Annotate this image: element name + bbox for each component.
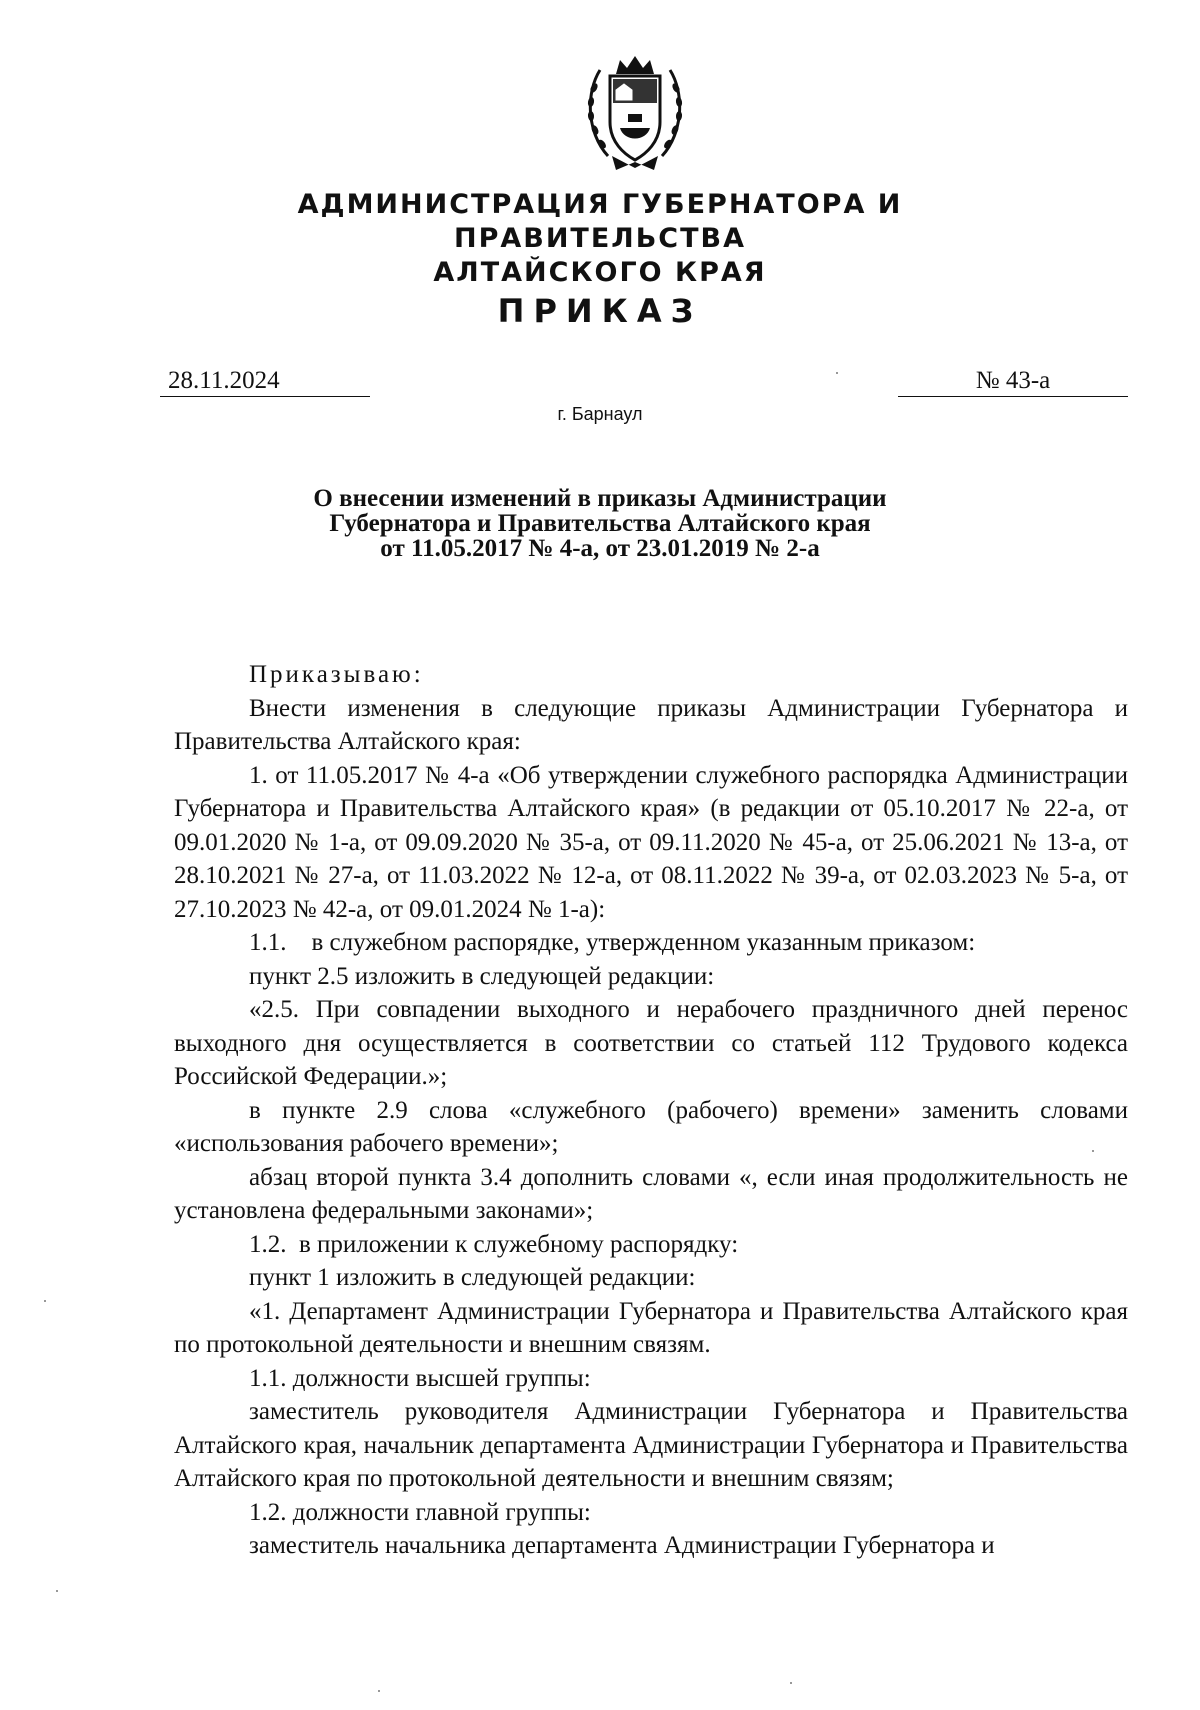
scan-speck	[1092, 1150, 1094, 1152]
scan-speck	[836, 372, 838, 374]
city: г. Барнаул	[557, 404, 643, 424]
body-paragraph: 1.2. должности главной группы:	[249, 1498, 591, 1526]
body-paragraph: абзац второй пункта 3.4 дополнить словами «, если иная продолжительность не установлена федеральными законами»;	[174, 1163, 1128, 1224]
scan-speck	[56, 1590, 58, 1592]
body-paragraph: «1. Департамент Администрации Губернатора и Правительства Алтайского края по протокольной деятельности и внешним связям.	[174, 1297, 1128, 1358]
scan-speck	[790, 1682, 792, 1684]
organization-name	[150, 188, 1050, 290]
document-type: ПРИКАЗ	[497, 292, 703, 330]
organization-name-line2: АЛТАЙСКОГО КРАЯ	[433, 257, 767, 288]
body-paragraph: в пункте 2.9 слова «служебного (рабочего) времени» заменить словами «использования рабочего времени»;	[174, 1096, 1128, 1157]
order-body	[174, 658, 1128, 1563]
body-paragraph: заместитель руководителя Администрации Губернатора и Правительства Алтайского края, начальник департамента Администрации Губернатора и Правительства Алтайского края по протокольной деятельности и внешним связям;	[174, 1398, 1128, 1492]
order-number: № 43-а	[898, 366, 1128, 397]
subject-line3: от 11.05.2017 № 4-а, от 23.01.2019 № 2-а	[380, 535, 820, 562]
body-paragraph: 1.1. должности высшей группы:	[249, 1364, 591, 1392]
body-paragraph: «2.5. При совпадении выходного и нерабочего праздничного дней перенос выходного дня осуществляется в соответствии со статьей 112 Трудового кодекса Российской Федерации.»;	[174, 996, 1128, 1090]
order-date: 28.11.2024	[160, 366, 370, 397]
body-paragraph: заместитель начальника департамента Администрации Губернатора и	[249, 1532, 995, 1559]
order-subject	[200, 486, 1000, 561]
scan-speck	[44, 1300, 46, 1302]
body-paragraph: 1.1. в служебном распорядке, утвержденном указанным приказом:	[249, 929, 976, 956]
body-paragraph: 1. от 11.05.2017 № 4-а «Об утверждении служебного распорядка Администрации Губернатора и Правительства Алтайского края» (в редакции от 05.10.2017 № 22-а, от 09.01.2020 № 1-а, от 09.09.2020 № 35-а, от 09.11.2020 № 45-а, от 25.06.2021 № 13-а, от 28.10.2021 № 27-а, от 11.03.2022 № 12-а, от 08.11.2022 № 39-а, от 02.03.2023 № 5-а, от 27.10.2023 № 42-а, от 09.01.2024 № 1-а):	[174, 761, 1128, 923]
scan-speck	[378, 1690, 380, 1692]
body-paragraph: Внести изменения в следующие приказы Администрации Губернатора и Правительства Алтайского края:	[174, 694, 1128, 755]
subject-line2: Губернатора и Правительства Алтайского края	[329, 510, 871, 537]
order-directive: Приказываю:	[249, 661, 424, 688]
organization-name-line1: АДМИНИСТРАЦИЯ ГУБЕРНАТОРА И ПРАВИТЕЛЬСТВА	[297, 189, 903, 254]
subject-line1: О внесении изменений в приказы Администрации	[313, 485, 887, 512]
body-paragraph: пункт 1 изложить в следующей редакции:	[249, 1264, 696, 1291]
body-paragraph: 1.2. в приложении к служебному распорядку:	[249, 1230, 739, 1258]
coat-of-arms-emblem	[580, 52, 690, 176]
body-paragraph: пункт 2.5 изложить в следующей редакции:	[249, 962, 715, 990]
